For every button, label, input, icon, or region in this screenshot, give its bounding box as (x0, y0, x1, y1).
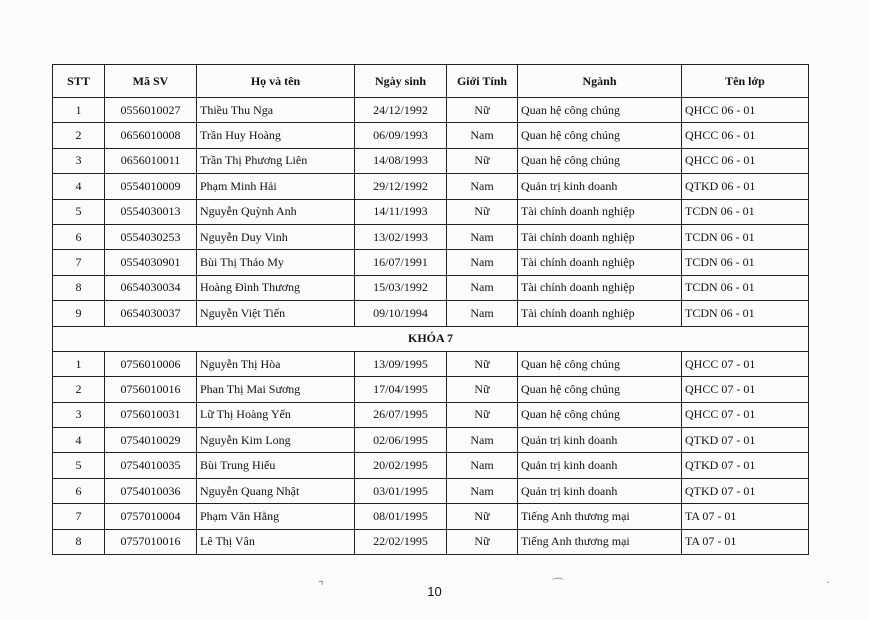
student-id-cell: 0754010035 (105, 453, 197, 478)
student-id-cell: 0554030901 (105, 250, 197, 275)
stt-cell: 3 (53, 402, 105, 427)
birth-date-cell: 03/01/1995 (355, 478, 447, 503)
student-id-cell: 0654030034 (105, 275, 197, 300)
full-name-cell: Nguyễn Việt Tiến (197, 301, 355, 326)
col-header-full-name: Họ và tên (197, 65, 355, 98)
gender-cell: Nữ (447, 148, 518, 173)
gender-cell: Nữ (447, 199, 518, 224)
stt-cell: 7 (53, 250, 105, 275)
full-name-cell: Phan Thị Mai Sương (197, 377, 355, 402)
class-cell: QTKD 07 - 01 (682, 478, 809, 503)
class-cell: QHCC 06 - 01 (682, 148, 809, 173)
table-row (53, 529, 809, 554)
table-row (53, 301, 809, 326)
major-cell: Tiếng Anh thương mại (518, 504, 682, 529)
major-cell: Quan hệ công chúng (518, 351, 682, 376)
gender-cell: Nam (447, 250, 518, 275)
birth-date-cell: 20/02/1995 (355, 453, 447, 478)
class-cell: TCDN 06 - 01 (682, 199, 809, 224)
full-name-cell: Bùi Trung Hiếu (197, 453, 355, 478)
table-row (53, 453, 809, 478)
student-id-cell: 0554010009 (105, 174, 197, 199)
student-id-cell: 0757010004 (105, 504, 197, 529)
student-id-cell: 0756010031 (105, 402, 197, 427)
class-cell: QTKD 07 - 01 (682, 453, 809, 478)
class-cell: QHCC 06 - 01 (682, 123, 809, 148)
gender-cell: Nam (447, 478, 518, 503)
class-cell: TCDN 06 - 01 (682, 301, 809, 326)
full-name-cell: Bùi Thị Thảo My (197, 250, 355, 275)
full-name-cell: Thiều Thu Nga (197, 98, 355, 123)
class-cell: TA 07 - 01 (682, 529, 809, 554)
birth-date-cell: 26/07/1995 (355, 402, 447, 427)
birth-date-cell: 24/12/1992 (355, 98, 447, 123)
student-id-cell: 0656010008 (105, 123, 197, 148)
stt-cell: 8 (53, 529, 105, 554)
student-table (52, 64, 809, 555)
section-row-khoa-7 (53, 326, 809, 351)
col-header-birth-date: Ngày sinh (355, 65, 447, 98)
stt-cell: 5 (53, 453, 105, 478)
scan-mark: ⌒ (552, 577, 565, 591)
full-name-cell: Nguyễn Duy Vinh (197, 224, 355, 249)
birth-date-cell: 17/04/1995 (355, 377, 447, 402)
birth-date-cell: 15/03/1992 (355, 275, 447, 300)
major-cell: Tài chính doanh nghiệp (518, 301, 682, 326)
student-id-cell: 0754010036 (105, 478, 197, 503)
stt-cell: 2 (53, 123, 105, 148)
table-row (53, 123, 809, 148)
student-id-cell: 0654030037 (105, 301, 197, 326)
col-header-student-id: Mã SV (105, 65, 197, 98)
gender-cell: Nữ (447, 98, 518, 123)
birth-date-cell: 02/06/1995 (355, 428, 447, 453)
col-header-stt: STT (53, 65, 105, 98)
student-id-cell: 0554030253 (105, 224, 197, 249)
stt-cell: 2 (53, 377, 105, 402)
table-row (53, 377, 809, 402)
stt-cell: 3 (53, 148, 105, 173)
major-cell: Tài chính doanh nghiệp (518, 250, 682, 275)
student-id-cell: 0554030013 (105, 199, 197, 224)
scan-mark: ⌝ (318, 579, 324, 593)
major-cell: Quản trị kinh doanh (518, 174, 682, 199)
full-name-cell: Nguyễn Kim Long (197, 428, 355, 453)
table-row (53, 148, 809, 173)
page-number: 10 (427, 584, 442, 599)
birth-date-cell: 13/02/1993 (355, 224, 447, 249)
gender-cell: Nữ (447, 402, 518, 427)
full-name-cell: Hoàng Đình Thương (197, 275, 355, 300)
student-id-cell: 0757010016 (105, 529, 197, 554)
stt-cell: 6 (53, 224, 105, 249)
birth-date-cell: 14/11/1993 (355, 199, 447, 224)
birth-date-cell: 16/07/1991 (355, 250, 447, 275)
gender-cell: Nam (447, 123, 518, 148)
major-cell: Quan hệ công chúng (518, 123, 682, 148)
major-cell: Quản trị kinh doanh (518, 428, 682, 453)
gender-cell: Nam (447, 224, 518, 249)
full-name-cell: Lê Thị Vân (197, 529, 355, 554)
full-name-cell: Trần Huy Hoàng (197, 123, 355, 148)
stt-cell: 1 (53, 351, 105, 376)
gender-cell: Nam (447, 174, 518, 199)
table-row (53, 275, 809, 300)
stt-cell: 9 (53, 301, 105, 326)
birth-date-cell: 08/01/1995 (355, 504, 447, 529)
major-cell: Quan hệ công chúng (518, 377, 682, 402)
table-row (53, 478, 809, 503)
stt-cell: 4 (53, 428, 105, 453)
table-row (53, 174, 809, 199)
major-cell: Tiếng Anh thương mại (518, 529, 682, 554)
table-row (53, 351, 809, 376)
birth-date-cell: 14/08/1993 (355, 148, 447, 173)
full-name-cell: Lữ Thị Hoàng Yến (197, 402, 355, 427)
class-cell: TCDN 06 - 01 (682, 224, 809, 249)
scan-mark: · (826, 575, 830, 589)
full-name-cell: Phạm Văn Hằng (197, 504, 355, 529)
gender-cell: Nam (447, 428, 518, 453)
stt-cell: 4 (53, 174, 105, 199)
class-cell: TCDN 06 - 01 (682, 250, 809, 275)
student-id-cell: 0556010027 (105, 98, 197, 123)
class-cell: QTKD 07 - 01 (682, 428, 809, 453)
student-id-cell: 0754010029 (105, 428, 197, 453)
class-cell: QHCC 07 - 01 (682, 351, 809, 376)
major-cell: Quan hệ công chúng (518, 402, 682, 427)
class-cell: TA 07 - 01 (682, 504, 809, 529)
student-id-cell: 0656010011 (105, 148, 197, 173)
birth-date-cell: 13/09/1995 (355, 351, 447, 376)
gender-cell: Nữ (447, 529, 518, 554)
section-label: KHÓA 7 (53, 326, 809, 351)
class-cell: TCDN 06 - 01 (682, 275, 809, 300)
class-cell: QHCC 07 - 01 (682, 402, 809, 427)
stt-cell: 7 (53, 504, 105, 529)
major-cell: Quan hệ công chúng (518, 148, 682, 173)
full-name-cell: Trần Thị Phương Liên (197, 148, 355, 173)
table-row (53, 199, 809, 224)
full-name-cell: Nguyễn Quang Nhật (197, 478, 355, 503)
gender-cell: Nữ (447, 377, 518, 402)
birth-date-cell: 09/10/1994 (355, 301, 447, 326)
col-header-gender: Giới Tính (447, 65, 518, 98)
table-row (53, 250, 809, 275)
gender-cell: Nam (447, 275, 518, 300)
col-header-major: Ngành (518, 65, 682, 98)
major-cell: Quản trị kinh doanh (518, 453, 682, 478)
table-row (53, 224, 809, 249)
table-body (53, 98, 809, 555)
full-name-cell: Nguyễn Thị Hòa (197, 351, 355, 376)
student-id-cell: 0756010006 (105, 351, 197, 376)
stt-cell: 8 (53, 275, 105, 300)
full-name-cell: Nguyễn Quỳnh Anh (197, 199, 355, 224)
gender-cell: Nữ (447, 504, 518, 529)
stt-cell: 6 (53, 478, 105, 503)
major-cell: Tài chính doanh nghiệp (518, 224, 682, 249)
table-header-row (53, 65, 809, 98)
birth-date-cell: 06/09/1993 (355, 123, 447, 148)
gender-cell: Nam (447, 453, 518, 478)
table-row (53, 428, 809, 453)
full-name-cell: Phạm Minh Hải (197, 174, 355, 199)
gender-cell: Nữ (447, 351, 518, 376)
major-cell: Quản trị kinh doanh (518, 478, 682, 503)
stt-cell: 5 (53, 199, 105, 224)
class-cell: QHCC 06 - 01 (682, 98, 809, 123)
table-row (53, 98, 809, 123)
birth-date-cell: 22/02/1995 (355, 529, 447, 554)
major-cell: Quan hệ công chúng (518, 98, 682, 123)
birth-date-cell: 29/12/1992 (355, 174, 447, 199)
class-cell: QTKD 06 - 01 (682, 174, 809, 199)
stt-cell: 1 (53, 98, 105, 123)
class-cell: QHCC 07 - 01 (682, 377, 809, 402)
col-header-class: Tên lớp (682, 65, 809, 98)
table-row (53, 504, 809, 529)
major-cell: Tài chính doanh nghiệp (518, 199, 682, 224)
student-id-cell: 0756010016 (105, 377, 197, 402)
gender-cell: Nam (447, 301, 518, 326)
table-row (53, 402, 809, 427)
major-cell: Tài chính doanh nghiệp (518, 275, 682, 300)
